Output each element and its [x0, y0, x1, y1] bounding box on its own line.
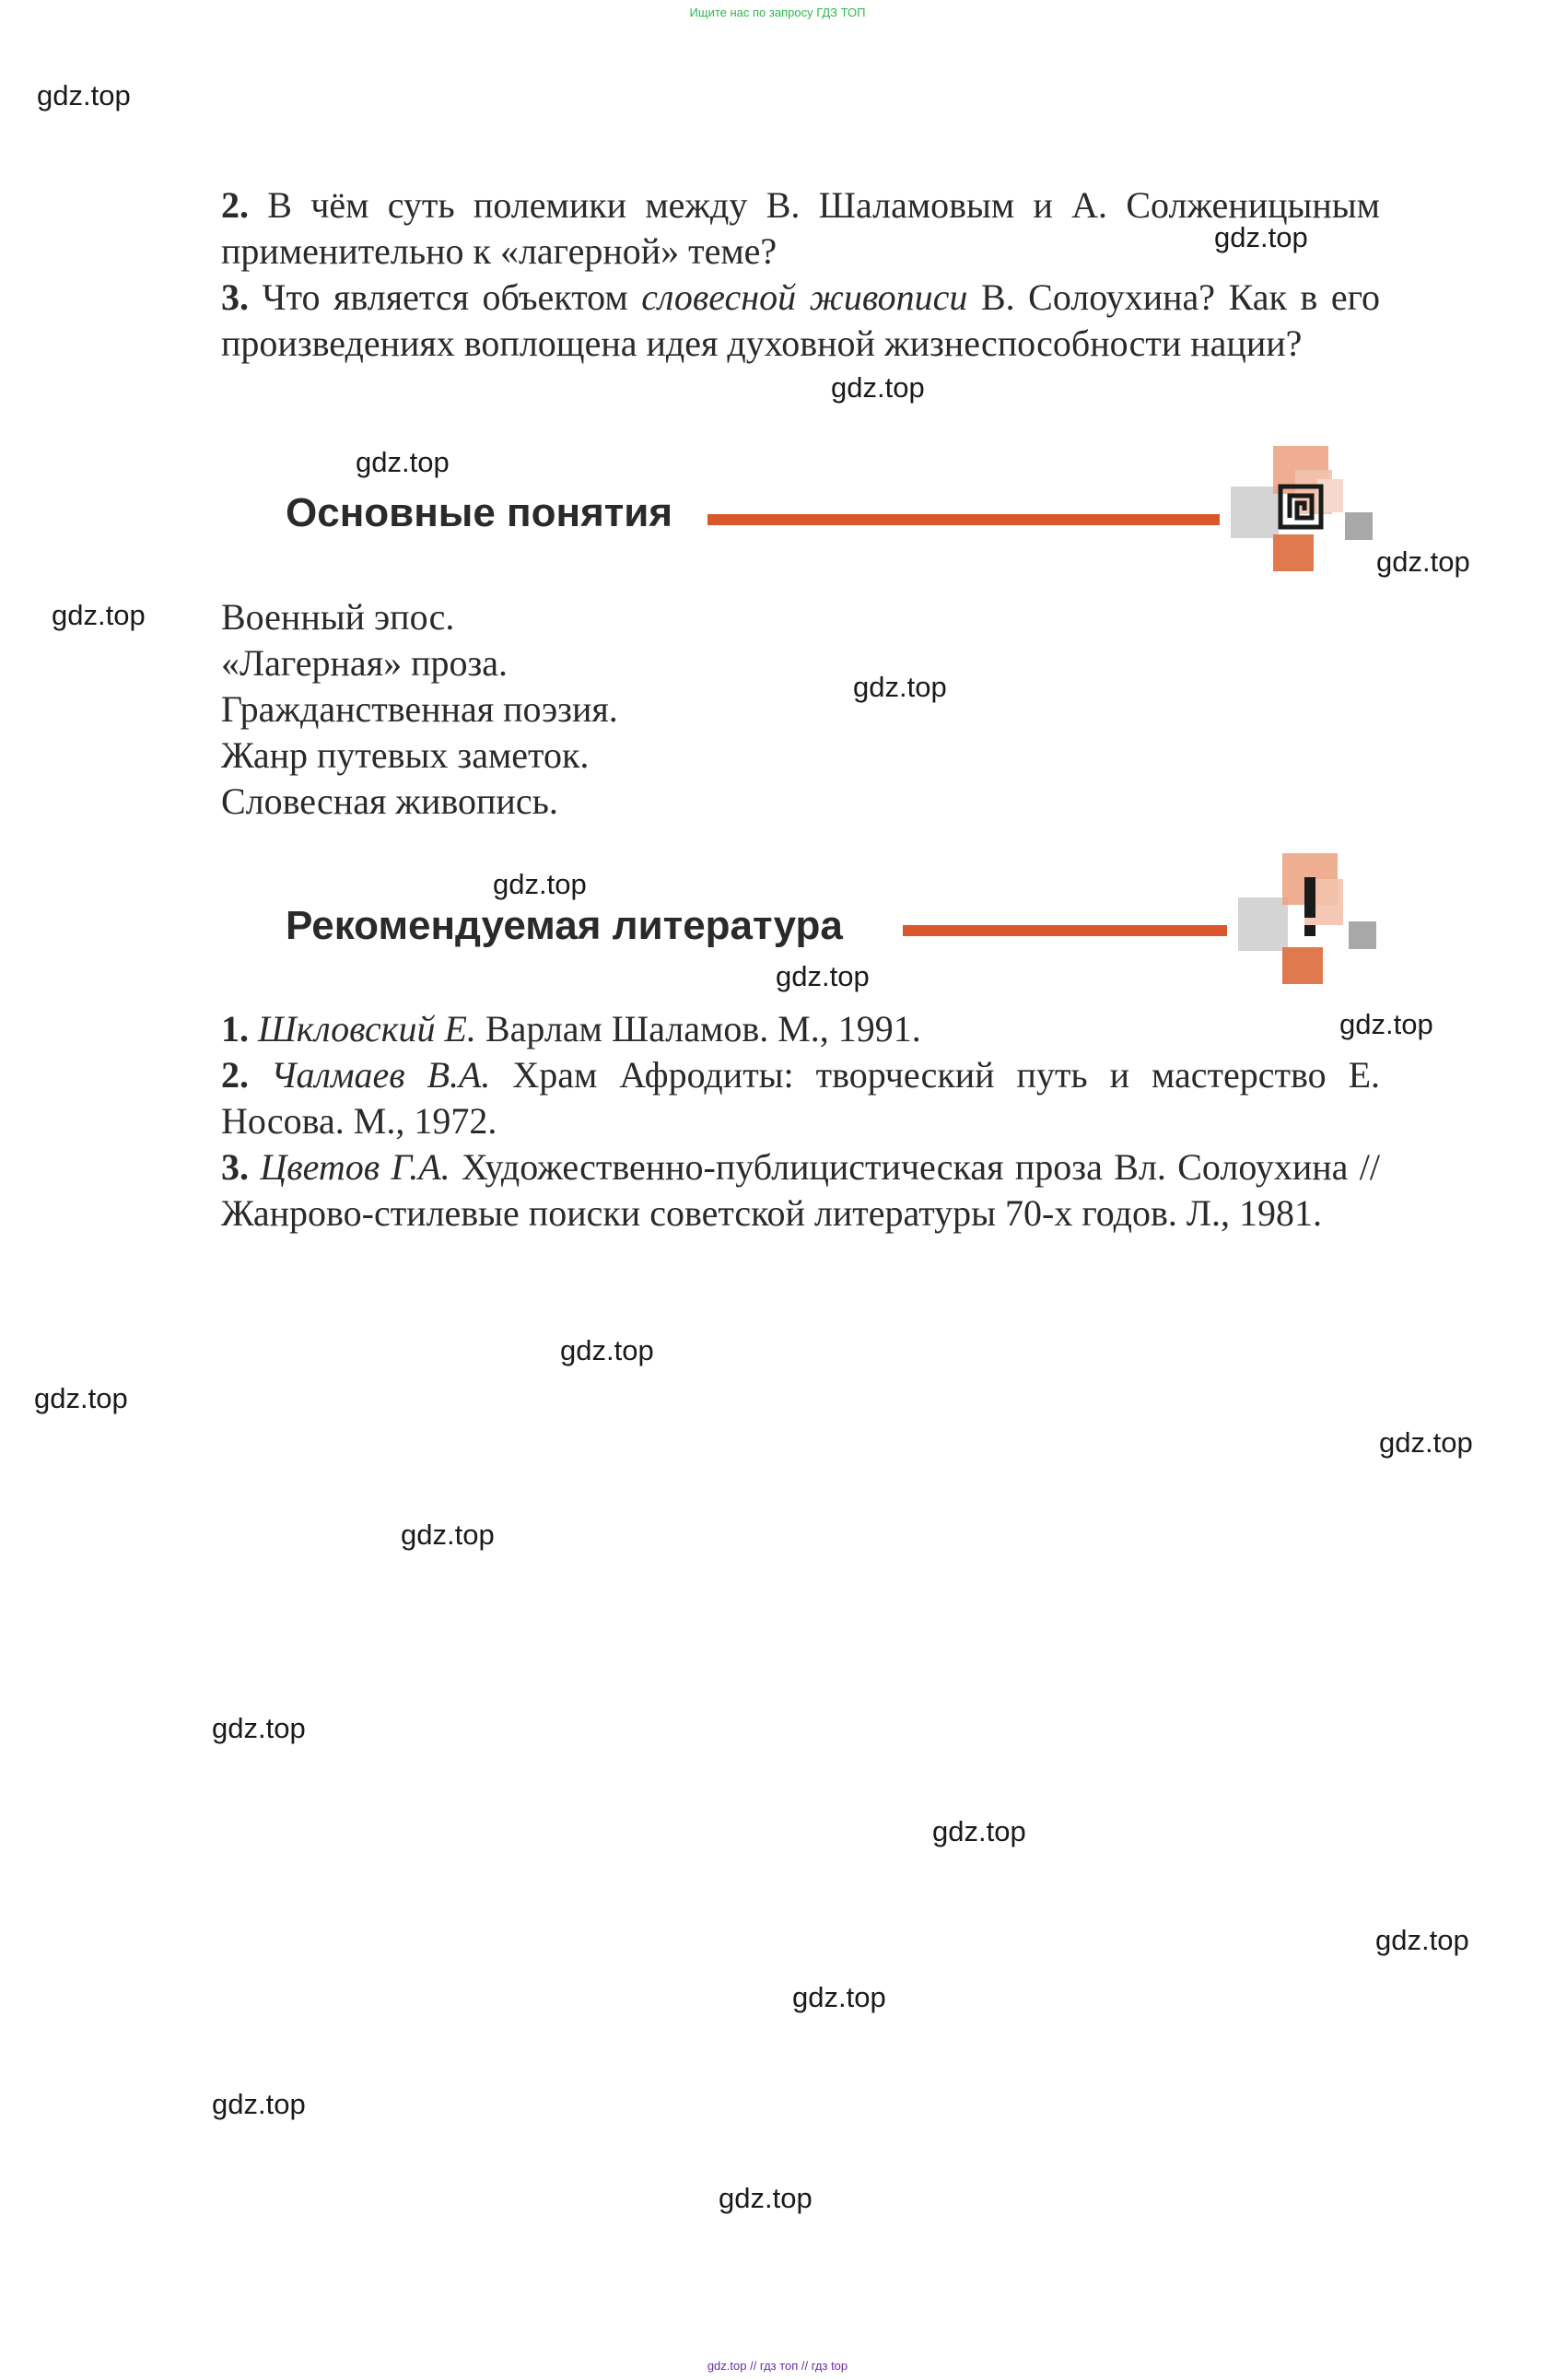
literature-number: 2.: [221, 1054, 249, 1096]
question-2: [221, 182, 1380, 275]
literature-text: Варлам Шаламов. М., 1991.: [475, 1008, 921, 1049]
concepts-list: [221, 594, 618, 825]
watermark: gdz.top: [356, 446, 450, 478]
watermark: gdz.top: [853, 671, 947, 703]
concepts-title: Основные понятия: [286, 490, 673, 535]
watermark: gdz.top: [52, 599, 146, 631]
literature-item-1: [221, 1006, 1380, 1052]
watermark: gdz.top: [776, 960, 870, 992]
watermark: gdz.top: [792, 1981, 886, 2013]
watermark: gdz.top: [212, 1712, 306, 1744]
watermark: gdz.top: [401, 1518, 495, 1551]
watermark: gdz.top: [212, 2088, 306, 2120]
literature-text: Храм Афродиты: творческий путь и мастерство Е. Носова. М., 1972.: [221, 1054, 1381, 1142]
exclamation-emblem-icon: [1238, 851, 1395, 990]
watermark: gdz.top: [493, 868, 587, 900]
question-number: 2.: [221, 184, 249, 226]
spiral-emblem-icon: [1231, 442, 1387, 580]
question-number: 3.: [221, 276, 249, 318]
watermark: gdz.top: [932, 1815, 1026, 1847]
watermark: gdz.top: [1376, 545, 1470, 578]
watermark: gdz.top: [719, 2182, 813, 2214]
literature-text: Художественно-публицистическая проза Вл. Солоухина // Жанрово-стилевые поиски советской литературы 70-х годов. Л., 1981.: [221, 1146, 1381, 1234]
watermark: gdz.top: [831, 371, 925, 404]
concepts-rule: [707, 514, 1220, 525]
literature-number: 1.: [221, 1008, 249, 1049]
question-text: В чём суть полемики между В. Шаламовым и А. Солженицыным применительно к «лагерной» теме?: [221, 184, 1380, 272]
footer-links: gdz.top // гдз топ // гдз top: [707, 2359, 848, 2373]
literature-author: Шкловский Е.: [258, 1008, 476, 1049]
concept-item: Гражданственная поэзия.: [221, 688, 618, 730]
concept-item: «Лагерная» проза.: [221, 642, 509, 684]
watermark: gdz.top: [1214, 221, 1308, 253]
watermark: gdz.top: [37, 79, 131, 111]
concept-item: Жанр путевых заметок.: [221, 734, 590, 776]
concept-item: Словесная живопись.: [221, 780, 558, 822]
literature-rule: [903, 925, 1227, 936]
literature-author: Чалмаев В.А.: [270, 1054, 491, 1096]
concept-item: Военный эпос.: [221, 596, 455, 638]
question-term: словесной живописи: [641, 276, 968, 318]
literature-title: Рекомендуемая литература: [286, 903, 843, 948]
literature-author: Цветов Г.А.: [260, 1146, 450, 1188]
watermark: gdz.top: [560, 1334, 654, 1366]
literature-item-3: [221, 1144, 1380, 1237]
literature-number: 3.: [221, 1146, 249, 1188]
question-3: [221, 275, 1380, 367]
watermark: gdz.top: [34, 1382, 128, 1414]
watermark: gdz.top: [1379, 1426, 1473, 1459]
question-text: Что является объектом: [262, 276, 642, 318]
watermark: gdz.top: [1339, 1008, 1433, 1040]
literature-item-2: [221, 1052, 1380, 1144]
top-banner: Ищите нас по запросу ГДЗ ТОП: [689, 6, 866, 19]
question-text: В. Солоухина? Как в его произведениях воплощена идея духовной жизнеспособности нации?: [221, 276, 1380, 364]
watermark: gdz.top: [1375, 1924, 1469, 1956]
